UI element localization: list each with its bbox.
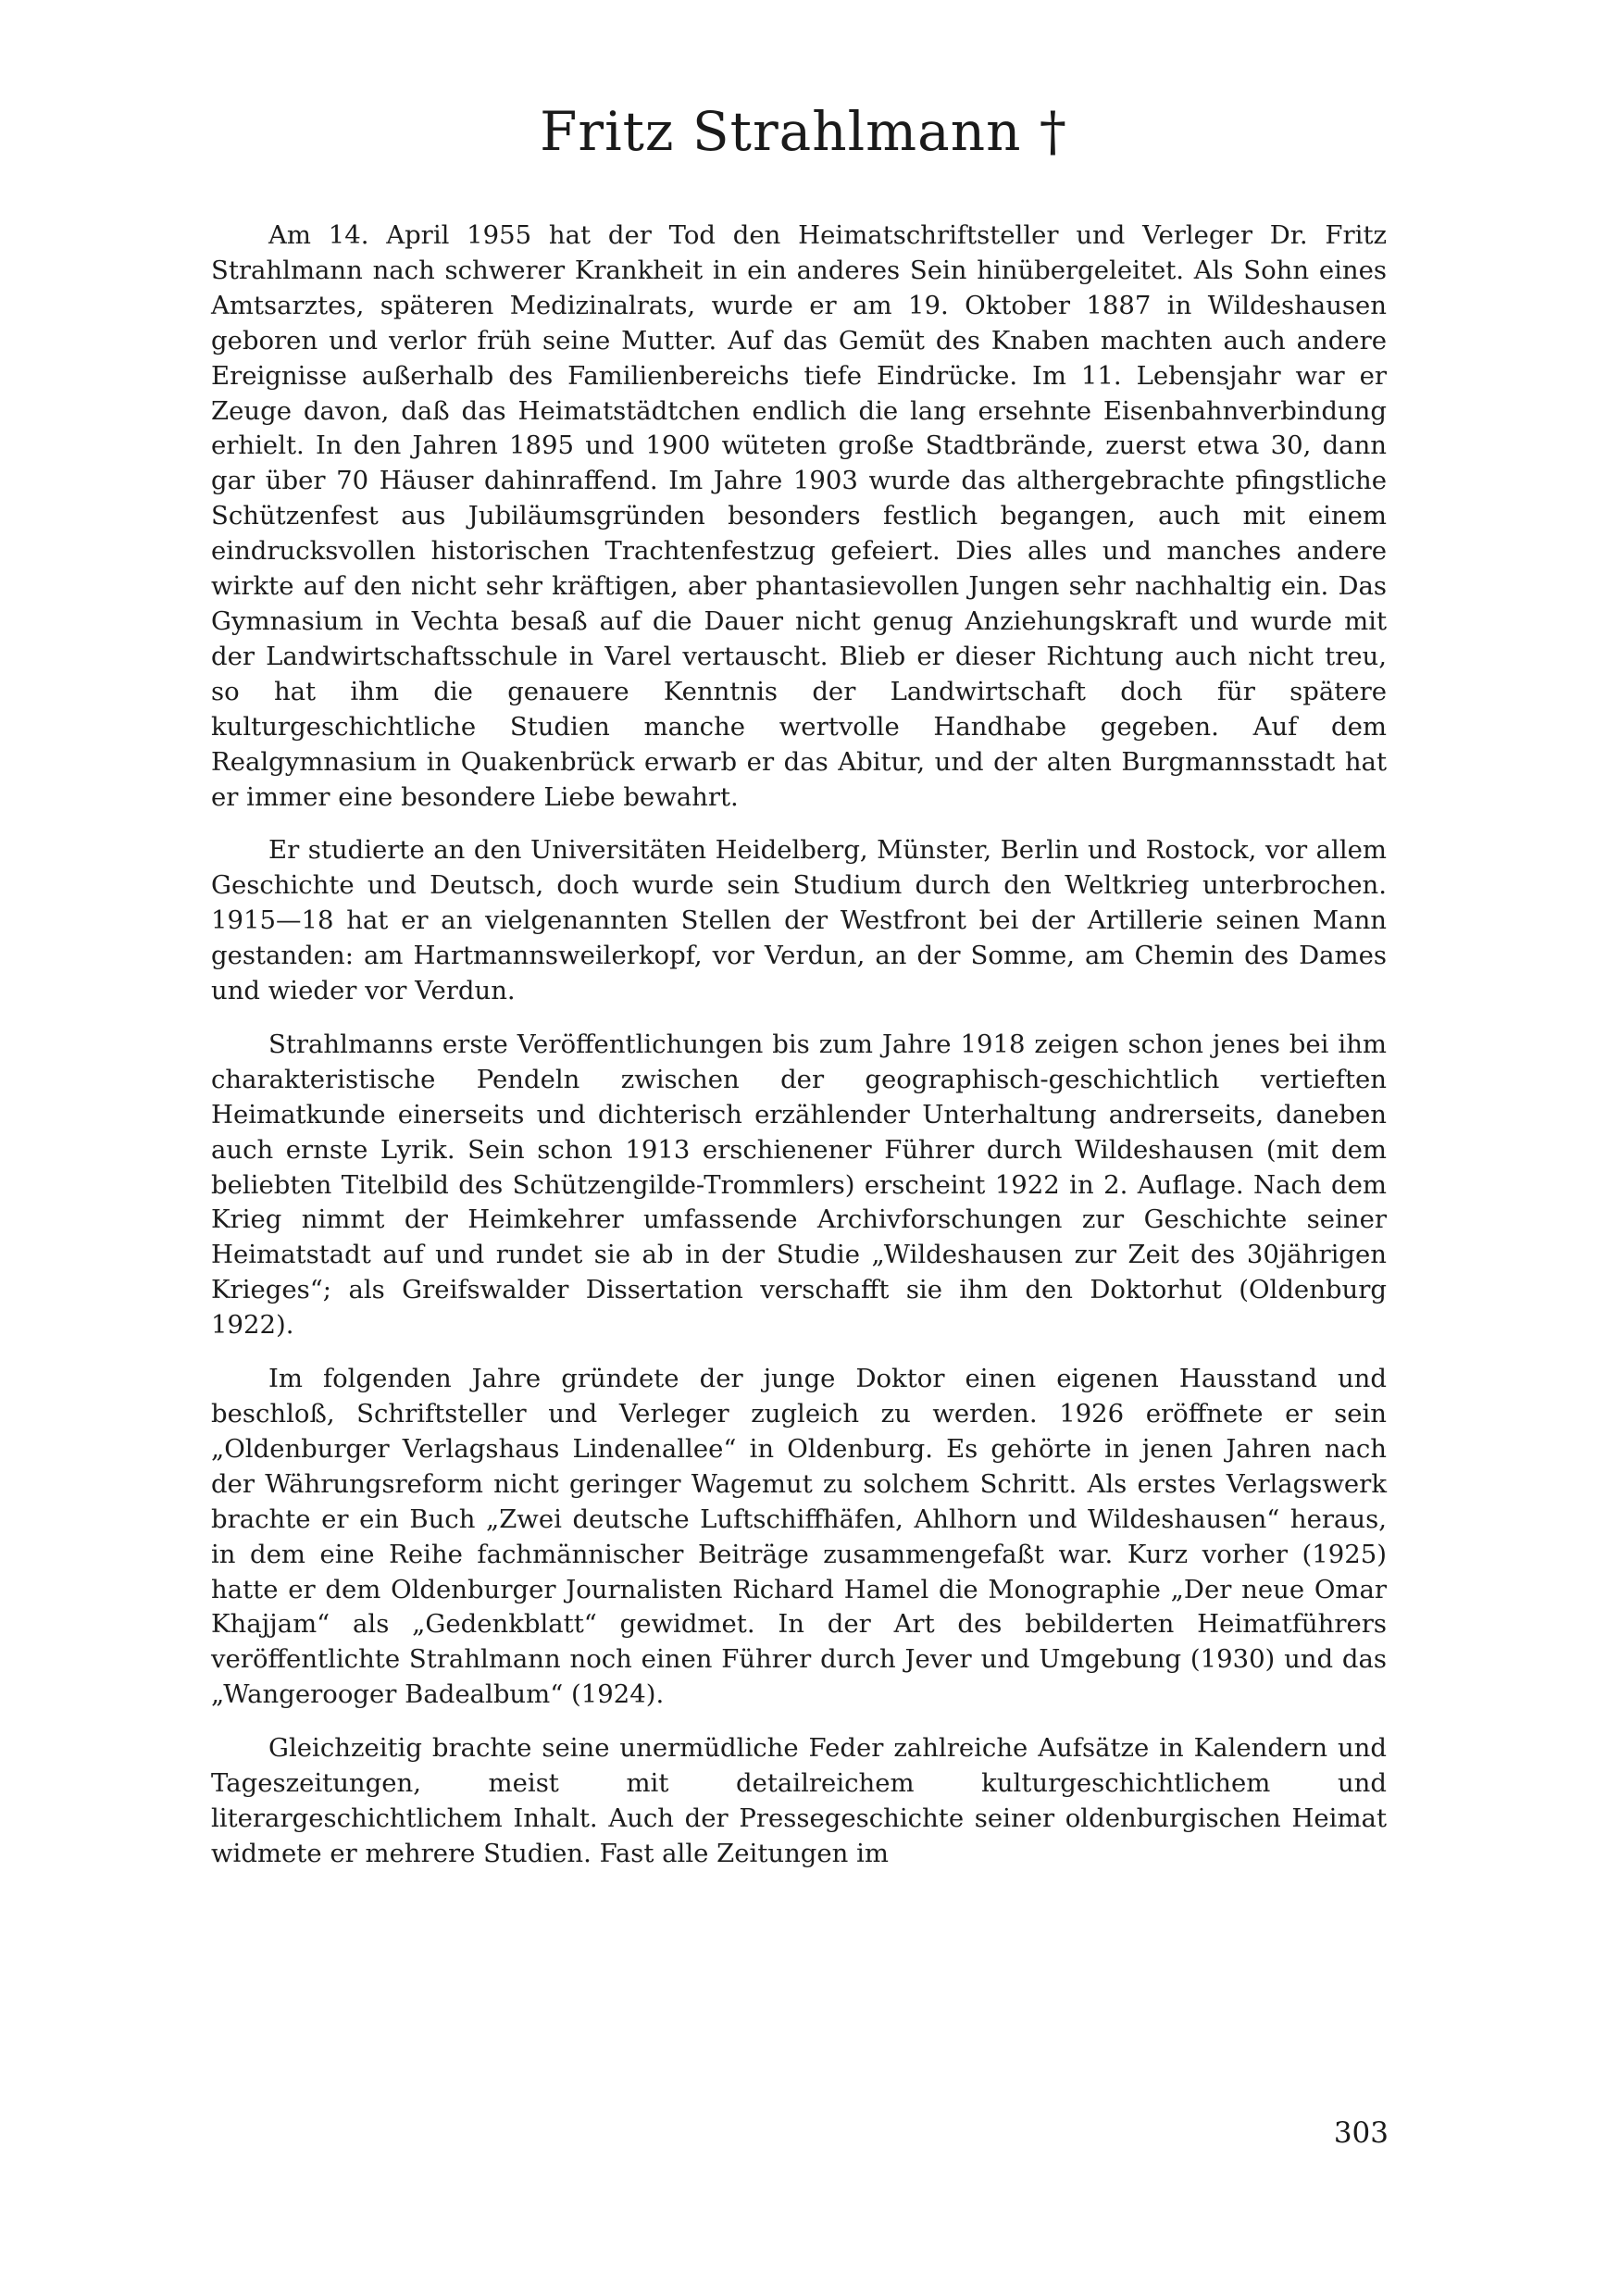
paragraph-1: Am 14. April 1955 hat der Tod den Heimatschriftsteller und Verleger Dr. Fritz Strahlmann nach schwerer Krankheit in ein anderes Sein hinübergeleitet. Als Sohn eines Amtsarztes, späteren Medizinalrats, wurde er am 19. Oktober 1887 in Wildeshausen geboren und verlor früh seine Mutter. Auf das Gemüt des Knaben machten auch andere Ereignisse außerhalb des Familienbereichs tiefe Eindrücke. Im 11. Lebensjahr war er Zeuge davon, daß das Heimatstädtchen endlich die lang ersehnte Eisenbahnverbindung erhielt. In den Jahren 1895 und 1900 wüteten große Stadtbrände, zuerst etwa 30, dann gar über 70 Häuser dahinraffend. Im Jahre 1903 wurde das althergebrachte pfingstliche Schützenfest aus Jubiläumsgründen besonders festlich begangen, auch mit einem eindrucksvollen historischen Trachtenfestzug gefeiert. Dies alles und manches andere wirkte auf den nicht sehr kräftigen, aber phantasievollen Jungen sehr nachhaltig ein. Das Gymnasium in Vechta besaß auf die Dauer nicht genug Anziehungskraft und wurde mit der Landwirtschaftsschule in Varel vertauscht. Blieb er dieser Richtung auch nicht treu, so hat ihm die genauere Kenntnis der Landwirtschaft doch für spätere kulturgeschichtliche Studien manche wertvolle Handhabe gegeben. Auf dem Realgymnasium in Quakenbrück erwarb er das Abitur, und der alten Burgmannsstadt hat er immer eine besondere Liebe bewahrt. <box>211 220 1387 812</box>
paragraph-2: Er studierte an den Universitäten Heidelberg, Münster, Berlin und Rostock, vor allem Geschichte und Deutsch, doch wurde sein Studium durch den Weltkrieg unterbrochen. 1915—18 hat er an vielgenannten Stellen der Westfront bei der Artillerie seinen Mann gestanden: am Hartmannsweilerkopf, vor Verdun, an der Somme, am Chemin des Dames und wieder vor Verdun. <box>211 835 1387 1006</box>
page-title: Fritz Strahlmann † <box>540 100 1067 163</box>
article-body <box>211 218 1387 1890</box>
paragraph-5: Gleichzeitig brachte seine unermüdliche Feder zahlreiche Aufsätze in Kalendern und Tageszeitungen, meist mit detailreichem kulturgeschichtlichem und literargeschichtlichem Inhalt. Auch der Pressegeschichte seiner oldenburgischen Heimat widmete er mehrere Studien. Fast alle Zeitungen im <box>211 1733 1387 1868</box>
page-number: 303 <box>1333 2116 1389 2150</box>
paragraph-3: Strahlmanns erste Veröffentlichungen bis zum Jahre 1918 zeigen schon jenes bei ihm charakteristische Pendeln zwischen der geographisch-geschichtlich vertieften Heimatkunde einerseits und dichterisch erzählender Unterhaltung andrerseits, daneben auch ernste Lyrik. Sein schon 1913 erschienener Führer durch Wildeshausen (mit dem beliebten Titelbild des Schützengilde-Trommlers) erscheint 1922 in 2. Auflage. Nach dem Krieg nimmt der Heimkehrer umfassende Archivforschungen zur Geschichte seiner Heimatstadt auf und rundet sie ab in der Studie „Wildeshausen zur Zeit des 30jährigen Krieges“; als Greifswalder Dissertation verschafft sie ihm den Doktorhut (Oldenburg 1922). <box>211 1029 1387 1341</box>
paragraph-4: Im folgenden Jahre gründete der junge Doktor einen eigenen Hausstand und beschloß, Schriftsteller und Verleger zugleich zu werden. 1926 eröffnete er sein „Oldenburger Verlagshaus Lindenallee“ in Oldenburg. Es gehörte in jenen Jahren nach der Währungsreform nicht geringer Wagemut zu solchem Schritt. Als erstes Verlagswerk brachte er ein Buch „Zwei deutsche Luftschiffhäfen, Ahlhorn und Wildeshausen“ heraus, in dem eine Reihe fachmännischer Beiträge zusammengefaßt war. Kurz vorher (1925) hatte er dem Oldenburger Journalisten Richard Hamel die Monographie „Der neue Omar Khajjam“ als „Gedenkblatt“ gewidmet. In der Art des bebilderten Heimatführers veröffentlichte Strahlmann noch einen Führer durch Jever und Umgebung (1930) und das „Wangerooger Badealbum“ (1924). <box>211 1364 1387 1710</box>
